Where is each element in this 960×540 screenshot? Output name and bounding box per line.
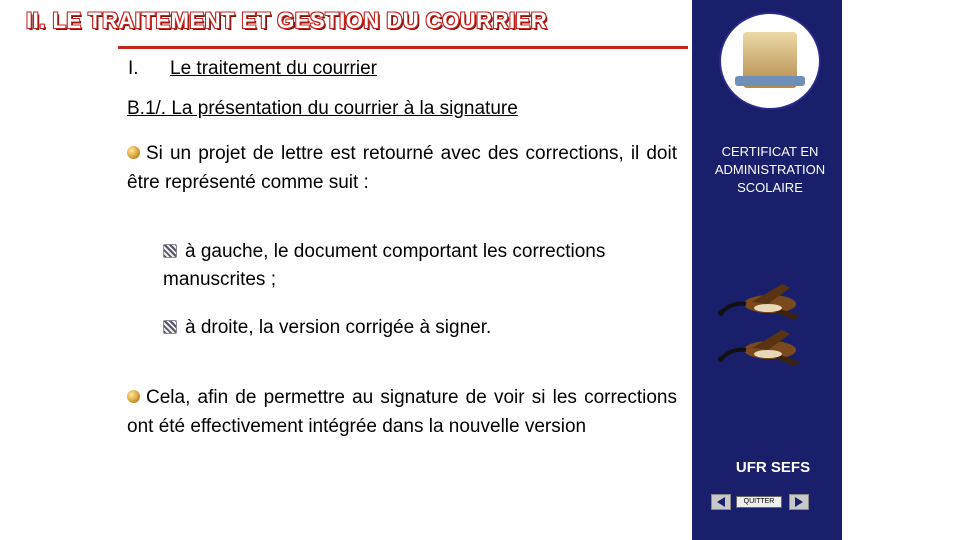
gold-bullet-icon [127,390,140,403]
diamond-bullet-icon [163,320,177,334]
subpoint-2 [163,314,623,342]
subpoint-1 [163,238,623,294]
goose-1-icon [718,284,800,320]
geese-illustration-icon [712,282,812,372]
next-slide-button[interactable] [789,494,809,510]
previous-slide-button[interactable] [711,494,731,510]
ufr-label: UFR SEFS [735,459,811,476]
section-number: I. [128,58,139,79]
title-underline [118,46,688,49]
goose-2-icon [718,330,800,366]
quit-button[interactable]: QUITTER [736,496,782,508]
certificate-label: CERTIFICAT EN ADMINISTRATION SCOLAIRE [714,144,826,195]
slide-title: II. LE TRAITEMENT ET GESTION DU COURRIER [26,8,548,33]
subpoint-2-text: à droite, la version corrigée à signer. [185,317,492,338]
university-logo [719,12,821,110]
gold-bullet-icon [127,146,140,159]
paragraph-2 [127,383,677,441]
diamond-bullet-icon [163,244,177,258]
paragraph-1 [127,139,677,197]
subsection-heading: B.1/. La présentation du courrier à la signature [127,98,518,119]
subpoint-1-text: à gauche, le document comportant les corrections manuscrites ; [163,241,606,290]
logo-water-icon [735,76,805,86]
arrow-left-icon [712,495,730,509]
paragraph-1-text: Si un projet de lettre est retourné avec des corrections, il doit être représenté comme suit : [127,143,677,193]
arrow-right-icon [790,495,808,509]
section-heading: Le traitement du courrier [170,58,377,79]
paragraph-2-text: Cela, afin de permettre au signature de voir si les corrections ont été effectivement intégrée dans la nouvelle version [127,387,677,437]
